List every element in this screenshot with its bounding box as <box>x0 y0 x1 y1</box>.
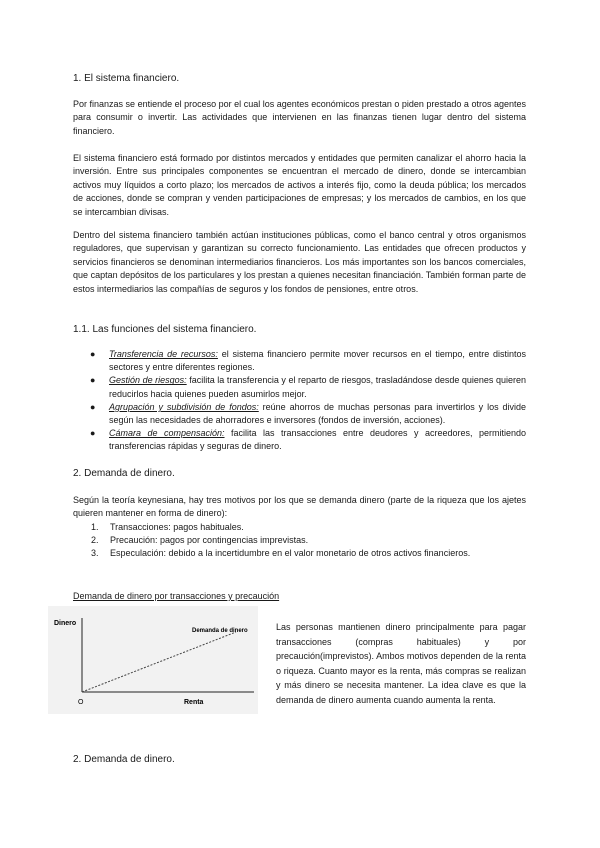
function-text: facilita las transacciones entre deudores y acreedores, permitiendo transferencias rápidas y seguras de dinero. <box>109 428 526 452</box>
bullet-icon: ● <box>90 401 96 412</box>
section-1-heading: 1. El sistema financiero. <box>73 73 180 84</box>
section-2-heading: 2. Demanda de dinero. <box>73 468 175 479</box>
section-2-intro: Según la teoría keynesiana, hay tres motivos por los que se demanda dinero (parte de la riqueza que los ajetes quieren mantener en forma de dinero): <box>73 495 526 519</box>
section-1-paragraph-1: Por finanzas se entiende el proceso por el cual los agentes económicos prestan o piden prestado a otros agentes para consumir o invertir. Las actividades que intervienen en las finanzas tienen lugar dentro del sistema financiero. <box>73 99 526 136</box>
list-item <box>90 348 526 374</box>
bullet-icon: ● <box>90 428 96 439</box>
item-text: Transacciones: pagos habituales. <box>110 522 244 532</box>
item-number: 2. <box>91 535 99 545</box>
item-text: Especulación: debido a la incertidumbre en el valor monetario de otros activos financieros. <box>110 548 471 558</box>
function-term: Transferencia de recursos: <box>109 349 218 359</box>
section-1-1-heading: 1.1. Las funciones del sistema financiero. <box>73 324 257 335</box>
item-text: Precaución: pagos por contingencias imprevistas. <box>110 535 309 545</box>
function-term: Gestión de riesgos: <box>109 375 187 386</box>
list-item <box>90 374 526 400</box>
item-number: 3. <box>91 548 99 558</box>
bullet-icon: ● <box>90 375 96 386</box>
list-item <box>73 534 526 547</box>
list-item <box>90 401 526 427</box>
function-text: el sistema financiero permite mover recursos en el tiempo, entre distintos sectores y entre diferentes regiones. <box>109 349 526 373</box>
item-number: 1. <box>91 522 99 532</box>
motives-list <box>73 521 526 560</box>
y-axis-label: Dinero <box>54 620 77 627</box>
function-term: Cámara de compensación: <box>109 428 225 439</box>
functions-list <box>90 348 526 454</box>
bullet-icon: ● <box>90 349 96 359</box>
list-item <box>73 521 526 534</box>
subsection-heading: Demanda de dinero por transacciones y precaución <box>73 591 280 601</box>
function-text: facilita la transferencia y el reparto de riesgos, trasladándose desde quienes quieren reducirlos hacia quienes pueden asumirlos mejor. <box>109 375 526 399</box>
x-axis-label: Renta <box>184 699 204 706</box>
list-item <box>73 547 526 560</box>
money-demand-chart <box>48 606 258 714</box>
section-1-paragraph-2: El sistema financiero está formado por distintos mercados y entidades que permiten canalizar el ahorro hacia la inversión. Entre sus principales componentes se encuentran el mercado de dinero, donde se intercambian activos muy líquidos a corto plazo; los mercados de activos a interés fijo, como la deuda pública; los mercados de acciones, donde se compran y venden participaciones de empresas; y los mercados de cambios, en los que se intercambian divisas. <box>73 153 526 217</box>
list-item <box>90 427 526 453</box>
function-term: Agrupación y subdivisión de fondos: <box>109 401 259 412</box>
demand-line <box>82 632 236 692</box>
origin-label: O <box>78 699 84 706</box>
series-label: Demanda de dinero <box>192 628 248 634</box>
section-2-repeat-heading: 2. Demanda de dinero. <box>73 754 175 765</box>
chart-svg <box>48 606 258 714</box>
function-text: reúne ahorros de muchas personas para invertirlos y los divide según las necesidades de ahorradores e inversores (fondos de inversión, acciones). <box>109 401 526 426</box>
subsection-text: Las personas mantienen dinero principalmente para pagar transacciones (compras habituales) y por precaución(imprevistos). Ambos motivos dependen de la renta o riqueza. Cuanto mayor es la renta, más compras se realizan y más dinero se necesita mantener. La idea clave es que la demanda de dinero aumenta cuando aumenta la renta. <box>276 622 526 705</box>
section-1-paragraph-3: Dentro del sistema financiero también actúan instituciones públicas, como el banco central y otros organismos reguladores, que supervisan y garantizan su correcto funcionamiento. Las entidades que ofrecen productos y servicios financieros se denominan intermediarios financieros. Los más importantes son los bancos comerciales, que captan depósitos de los particulares y los prestan a quienes necesitan financiación. También forman parte de estos intermediarios las compañías de seguros y los fondos de pensiones, entre otros. <box>73 230 526 294</box>
